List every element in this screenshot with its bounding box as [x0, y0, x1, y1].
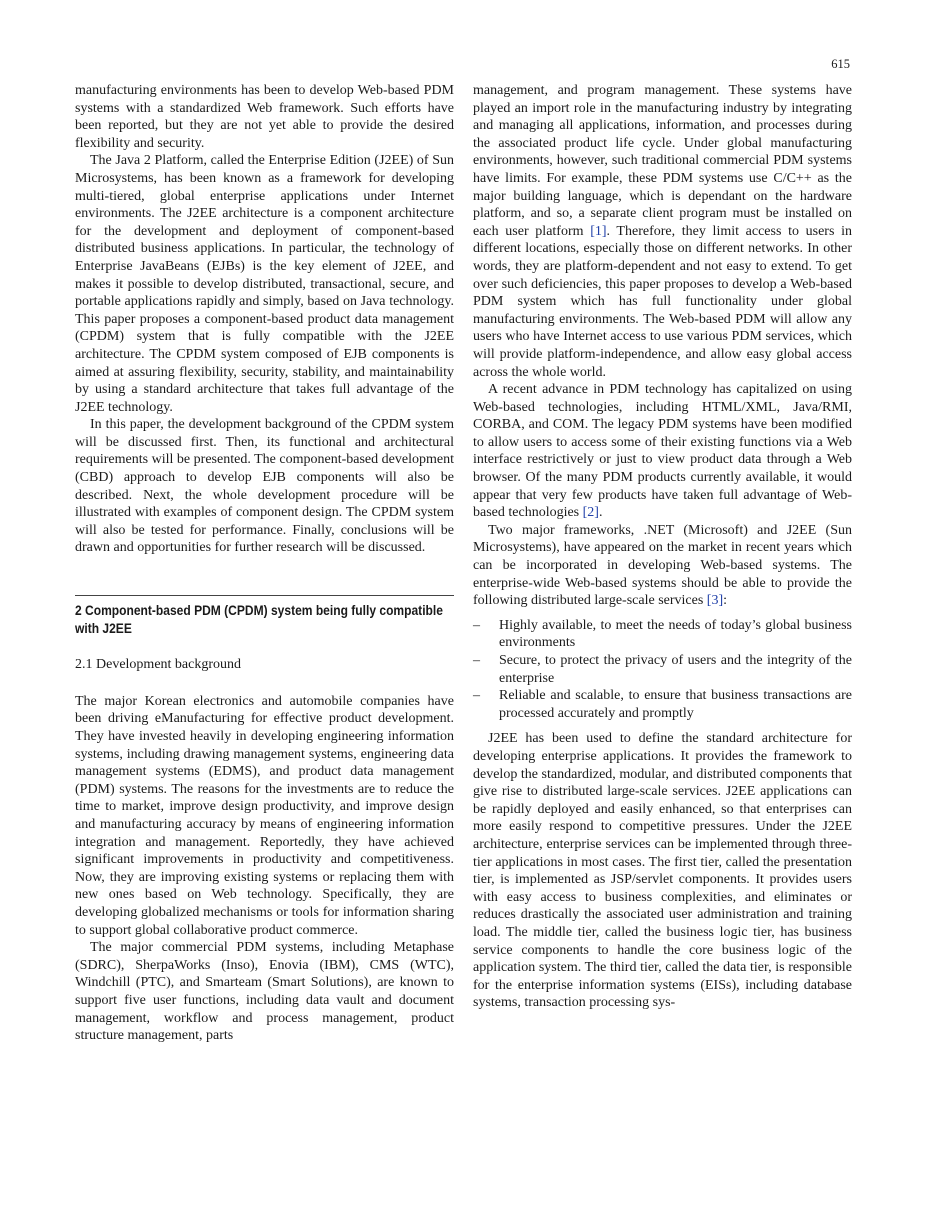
page-number: 615 [831, 57, 850, 71]
paragraph: J2EE has been used to define the standard architecture for developing enterprise applications. It provides the framework to develop the standardized, modular, and distributed components that give rise to distributed large-scale services. J2EE applications can be rapidly deployed and easily enhanced, so that enterprises can more easily respond to competitive pressures. Under the J2EE architecture, enterprise services can be implemented through three-tier applications in most cases. The first tier, called the presentation tier, is implemented as JSP/servlet components. It provides users with easy access to business complexities, and eliminates or reduces drastically the associated user administration and training load. The middle tier, called the business logic tier, has business service components to handle the core business logic of the application system. The third tier, called the data tier, is responsible for the enterprise information systems (EISs), including database systems, transaction processing sys- [473, 731, 852, 1011]
section-heading: 2 Component-based PDM (CPDM) system being fully compatible with J2EE [75, 602, 443, 636]
text-span: management, and program management. These systems have played an import role in the manufacturing industry by integrating and managing all applications, information, and processes during the associated product life cycle. Under global manufacturing environments, however, such traditional commercial PDM systems have limits. For example, these PDM systems use C/C++ as the major building language, which is dependant on the hardware platform, and so, a separate client program must be installed on each user platform [473, 83, 852, 239]
section-divider [75, 595, 454, 596]
text-span: : [723, 593, 728, 609]
paragraph: In this paper, the development background of the CPDM system will be discussed first. Then, its functional and architectural requirements will be presented. The component-based development (CBD) approach to develop EJB components will also be described. Next, the whole development procedure will be illustrated with examples of component design. The CPDM system will also be tested for performance. Finally, conclusions will be drawn and opportunities for further research will be discussed. [75, 417, 454, 556]
paragraph: The major Korean electronics and automobile companies have been driving eManufacturing for effective product development. They have invested heavily in developing engineering information systems, including drawing management systems, engineering data management systems (EDMS), and product data management (PDM) systems. The reasons for the investments are to reduce the time to market, improve design productivity, and improve design and manufacturing accuracy by means of engineering information integration and management. Reportedly, they have achieved significant improvements in productivity and competitiveness. Now, they are improving existing systems or replacing them with new ones based on Web technology. Specifically, they are developing globalized mechanisms or tools for information sharing to support global collaborative product commerce. [75, 693, 454, 938]
paragraph [473, 522, 852, 610]
right-column [473, 82, 852, 1012]
paragraph [473, 82, 852, 381]
dash-bullet: – [473, 617, 480, 633]
citation-link[interactable]: [1] [590, 223, 607, 239]
list-item-text: Secure, to protect the privacy of users and the integrity of the enterprise [499, 653, 852, 686]
list-item-text: Reliable and scalable, to ensure that business transactions are processed accurately and promptly [499, 688, 852, 721]
left-column [75, 82, 454, 1045]
text-span: A recent advance in PDM technology has capitalized on using Web-based technologies, including HTML/XML, Java/RMI, CORBA, and COM. The legacy PDM systems have been modified to allow users to access some of their existing functions via a Web interface restrictively or just to view product data through a Web browser. Of the many PDM products currently available, it would appear that very few products have taken full advantage of Web-based technologies [473, 382, 852, 521]
list-item [473, 617, 852, 652]
list-item-text: Highly available, to meet the needs of today’s global business environments [499, 617, 852, 651]
list-item [473, 652, 852, 687]
text-span: . [598, 505, 603, 521]
citation-link[interactable]: [2] [582, 505, 599, 521]
text-span: Two major frameworks, .NET (Microsoft) and J2EE (Sun Microsystems), have appeared on the market in recent years which can be incorporated in developing Web-based systems. The enterprise-wide Web-based systems should be able to provide the following distributed large-scale services [473, 522, 852, 609]
paragraph: The major commercial PDM systems, including Metaphase (SDRC), SherpaWorks (Inso), Enovia (IBM), CMS (WTC), Windchill (PTC), and Smarteam (Smart Solutions), are known to support five user functions, including data vault and document management, workflow and process management, product structure management, parts [75, 940, 454, 1044]
paragraph: manufacturing environments has been to develop Web-based PDM systems with a standardized Web framework. Such efforts have been reported, but they are not yet able to provide the desired flexibility and security. [75, 83, 454, 151]
dash-bullet: – [473, 653, 480, 668]
dash-bullet: – [473, 688, 480, 704]
text-span: . Therefore, they limit access to users in different locations, especially those on different networks. In other words, they are platform-dependent and not easy to extend. To get over such deficiencies, this paper proposes to develop a Web-based PDM system which has full functionality under global manufacturing environments. The Web-based PDM will allow any users who have Internet access to use various PDM services, which will provide platform-independence, and allow easy global access across the whole world. [473, 223, 852, 380]
list-item [473, 687, 852, 722]
paragraph: The Java 2 Platform, called the Enterprise Edition (J2EE) of Sun Microsystems, has been known as a framework for developing multi-tiered, global enterprise applications under Internet environments. The J2EE architecture is a component architecture for the development and deployment of component-based distributed business applications. In particular, the technology of Enterprise JavaBeans (EJBs) is the key element of J2EE, and makes it possible to develop distributed, transactional, secure, and portable applications rapidly and simply, based on Java technology. This paper proposes a component-based product data management (CPDM) system that is fully compatible with the J2EE architecture. The CPDM system composed of EJB components is aimed at assuring flexibility, security, stability, and maintainability by using a standard architecture that takes full advantage of the J2EE technology. [75, 153, 454, 415]
bullet-list [473, 617, 852, 723]
citation-link[interactable]: [3] [706, 593, 724, 609]
paragraph [473, 381, 852, 522]
subsection-heading: 2.1 Development background [75, 657, 242, 673]
